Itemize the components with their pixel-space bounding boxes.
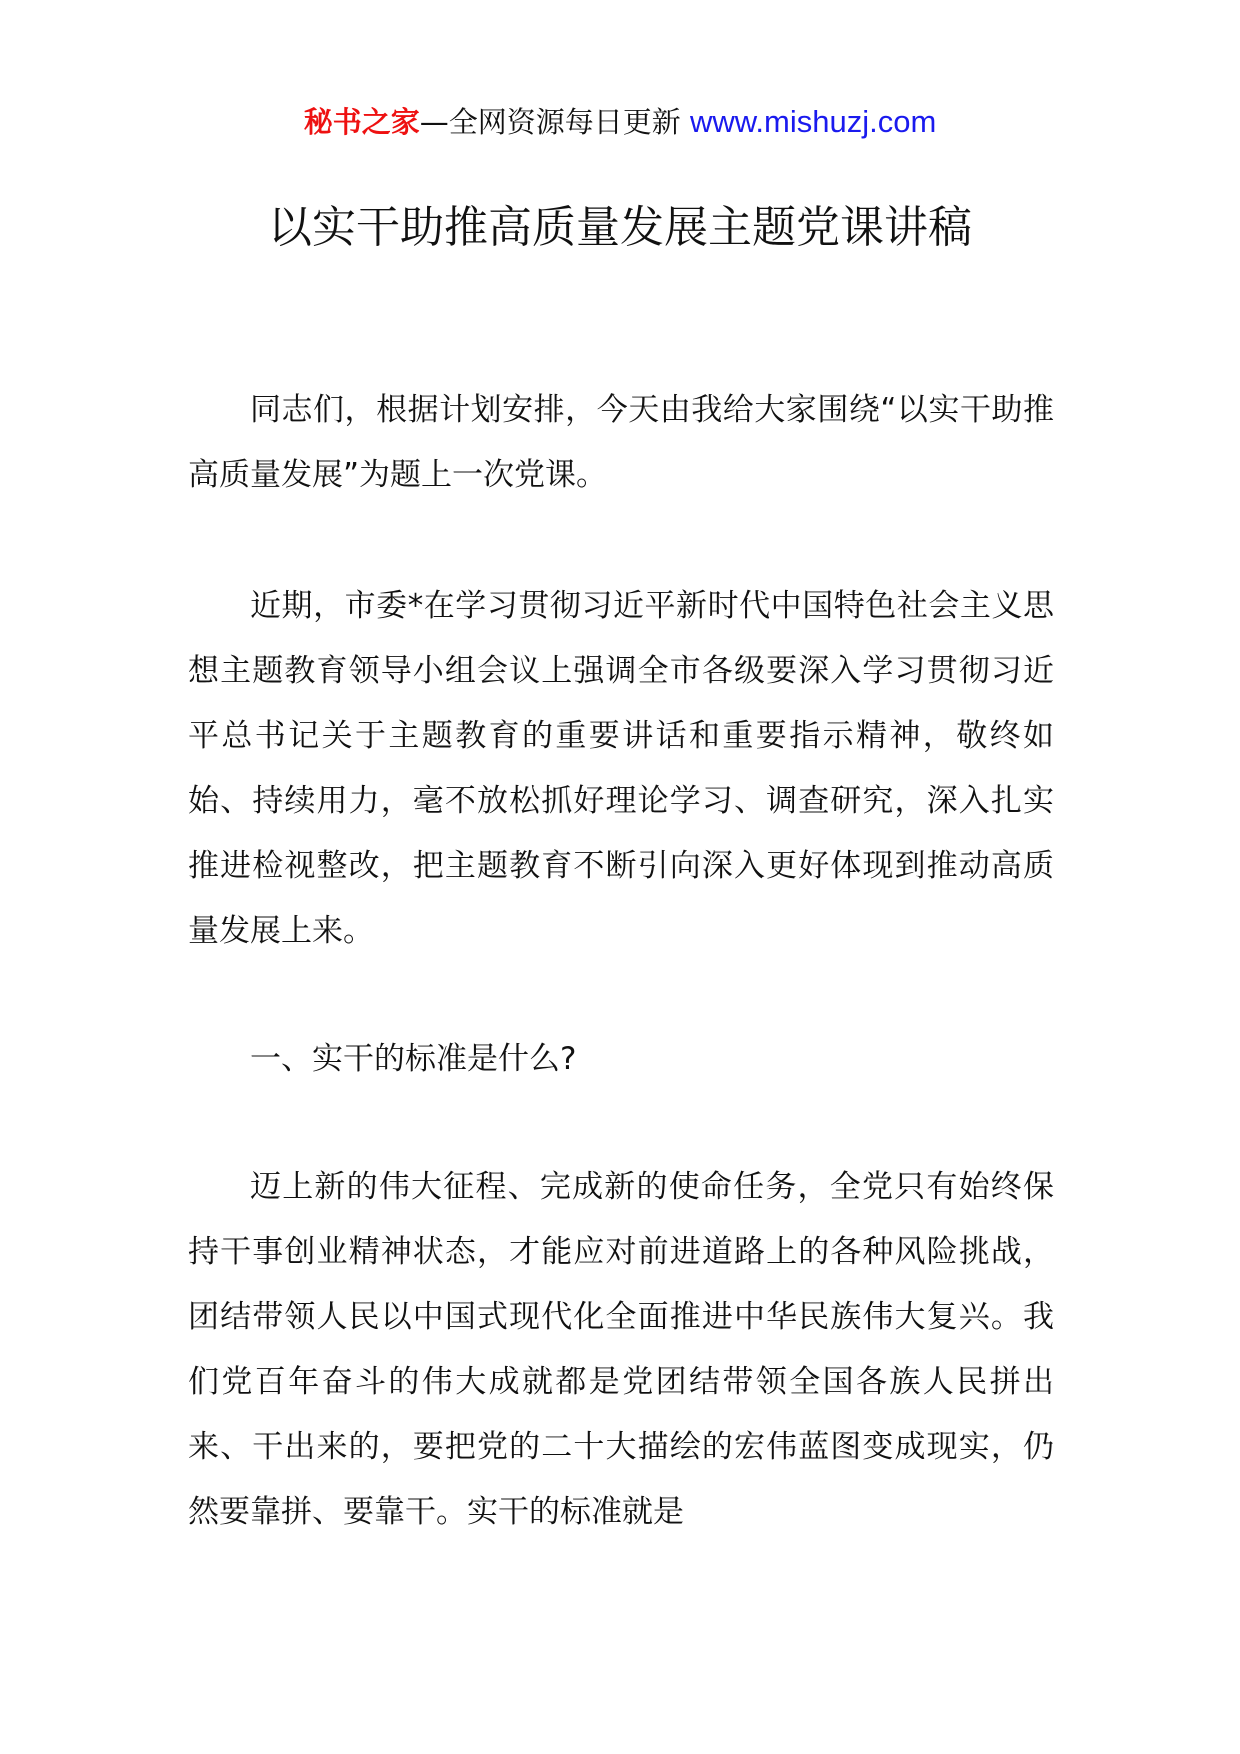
paragraph-text: 同志们，根据计划安排，今天由我给大家围绕“以实干助推高质量发展”为题上一次党课。 [188, 392, 1054, 493]
brand-name: 秘书之家 [303, 105, 420, 139]
paragraph-text: 近期，市委*在学习贯彻习近平新时代中国特色社会主义思想主题教育领导小组会议上强调全市各级要深入学习贯彻习近平总书记关于主题教育的重要讲话和重要指示精神，敬终如始、持续用力，毫不放松抓好理论学习、调查研究，深入扎实推进检视整改，把主题教育不断引向深入更好体现到推动高质量发展上来。 [188, 588, 1054, 949]
paragraph-intro [188, 378, 1054, 508]
paragraph-text: 迈上新的伟大征程、完成新的使命任务，全党只有始终保持干事创业精神状态，才能应对前进道路上的各种风险挑战，团结带领人民以中国式现代化全面推进中华民族伟大复兴。我们党百年奋斗的伟大成就都是党团结带领全国各族人民拼出来、干出来的，要把党的二十大描绘的宏伟蓝图变成现实，仍然要靠拼、要靠干。实干的标准就是 [188, 1169, 1054, 1530]
header-tagline: —全网资源每日更新 [419, 105, 690, 139]
paragraph-section-one [188, 1155, 1054, 1545]
section-heading-text: 一、实干的标准是什么? [250, 1041, 577, 1077]
paragraph-background [188, 574, 1054, 964]
page-header [0, 100, 1240, 144]
site-url[interactable]: www.mishuzj.com [689, 104, 937, 139]
section-heading [188, 1027, 1054, 1092]
document-title: 以实干助推高质量发展主题党课讲稿 [268, 202, 972, 253]
